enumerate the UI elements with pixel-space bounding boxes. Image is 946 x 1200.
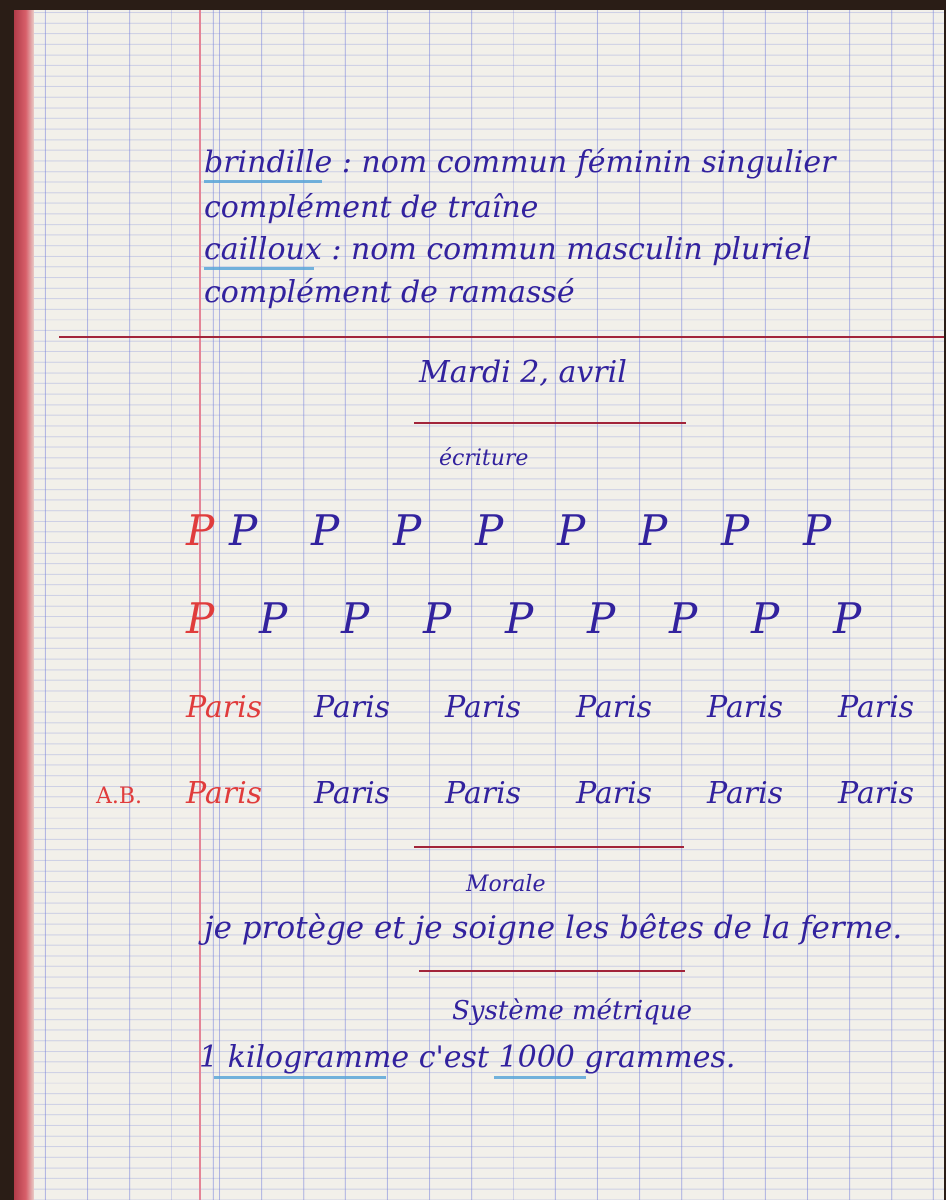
notebook-page [14, 10, 944, 1200]
row3-word: Paris [576, 690, 653, 725]
row2-letter: P [751, 594, 780, 643]
systeme-value: 1000 [498, 1040, 575, 1075]
grammar-line-3 [204, 232, 812, 267]
row1-letter: P [803, 506, 832, 555]
date-rule [414, 422, 686, 424]
grammar-line-2: complément de traîne [204, 190, 539, 225]
row1-model: P [186, 506, 215, 555]
systeme-middle: c'est [418, 1040, 489, 1075]
row1-letter: P [393, 506, 422, 555]
row3-word: Paris [838, 690, 915, 725]
row2-letter: P [669, 594, 698, 643]
row4-word: Paris [314, 776, 391, 811]
row2-model: P [186, 594, 215, 643]
row1-letter: P [557, 506, 586, 555]
row2-letter: P [423, 594, 452, 643]
row3-model: Paris [186, 690, 263, 725]
row1-letters [229, 506, 885, 555]
row3-words [314, 690, 944, 725]
morale-heading: Morale [466, 872, 546, 897]
notebook-binding [14, 10, 34, 1200]
grammar-line-1 [204, 145, 836, 180]
ecriture-heading: écriture [439, 446, 529, 471]
row3-word: Paris [314, 690, 391, 725]
underline-brindille [204, 180, 322, 183]
grammar-word-2: cailloux [204, 232, 322, 267]
row2-letter: P [833, 594, 862, 643]
morale-rule [419, 970, 685, 972]
date-heading: Mardi 2, avril [419, 355, 627, 390]
section-rule [59, 336, 944, 338]
grammar-analysis-1: : nom commun féminin singulier [341, 145, 836, 180]
systeme-heading: Système métrique [452, 996, 692, 1026]
underline-kilogramme [214, 1076, 386, 1079]
row1-letter: P [721, 506, 750, 555]
underline-cailloux [204, 267, 314, 270]
row3-word: Paris [445, 690, 522, 725]
systeme-word: kilogramme [227, 1040, 410, 1075]
row4-words [314, 776, 944, 811]
row2-letters [259, 594, 915, 643]
row4-word: Paris [576, 776, 653, 811]
row1-letter: P [229, 506, 258, 555]
row2-letter: P [259, 594, 288, 643]
row4-word: Paris [707, 776, 784, 811]
systeme-line [199, 1040, 735, 1075]
row1-letter: P [475, 506, 504, 555]
row1-letter: P [311, 506, 340, 555]
row2-letter: P [341, 594, 370, 643]
row1-letter: P [639, 506, 668, 555]
systeme-count: 1 [199, 1040, 219, 1075]
morale-sentence: je protège et je soigne les bêtes de la ferme. [204, 910, 903, 946]
ecriture-rule [414, 846, 684, 848]
row4-word: Paris [445, 776, 522, 811]
row2-letter: P [505, 594, 534, 643]
grammar-line-4: complément de ramassé [204, 275, 575, 310]
row4-word: Paris [838, 776, 915, 811]
underline-1000 [494, 1076, 586, 1079]
grammar-analysis-2: : nom commun masculin pluriel [331, 232, 812, 267]
systeme-unit: grammes. [584, 1040, 736, 1075]
grammar-word-1: brindille [204, 145, 333, 180]
row3-word: Paris [707, 690, 784, 725]
row2-letter: P [587, 594, 616, 643]
initials: A.B. [96, 784, 143, 809]
row4-model: Paris [186, 776, 263, 811]
